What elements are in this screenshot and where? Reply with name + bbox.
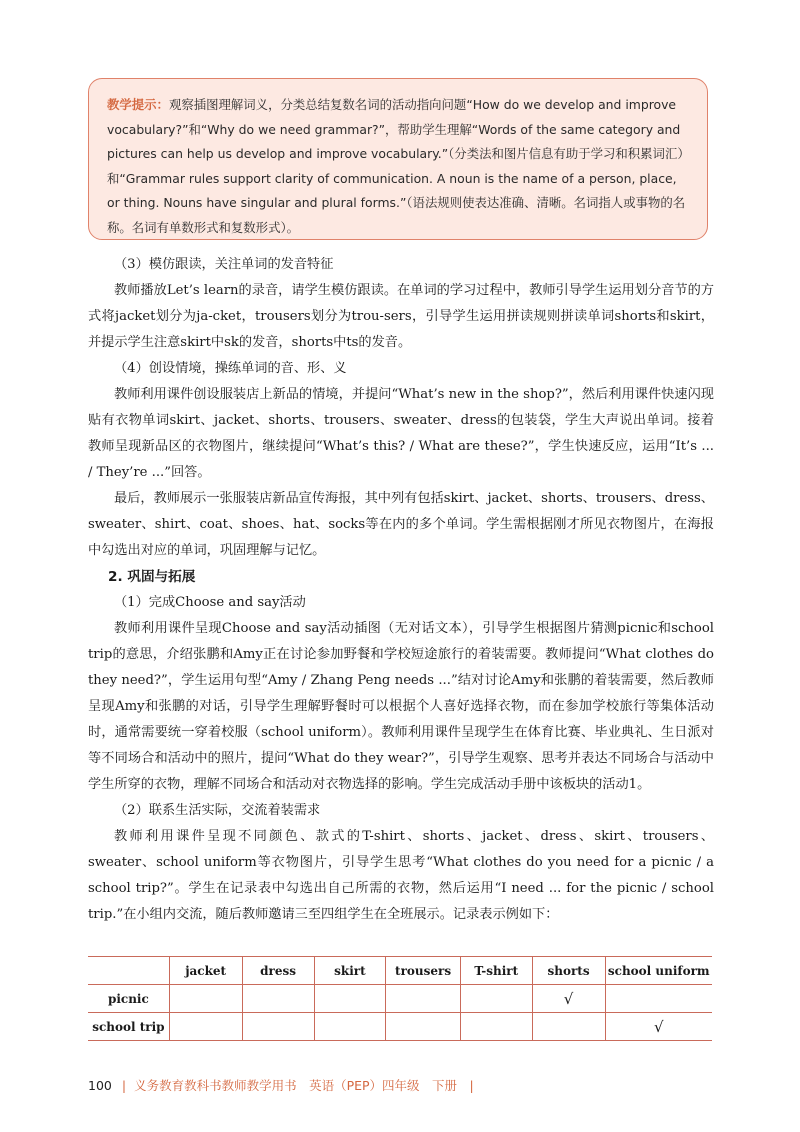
page-footer (88, 1076, 474, 1094)
sub-heading: （3）模仿跟读，关注单词的发音特征 (114, 257, 334, 272)
table-cell (460, 985, 532, 1013)
paragraph: 教师播放Let’s learn的录音，请学生模仿跟读。在单词的学习过程中，教师引导学生运用划分音节的方式将jacket划分为ja-cket，trousers划分为trou-sers，引导学生运用拼读规则拼读单词shorts和skirt，并提示学生注意skirt中sk的发音，shorts中ts的发音。 (88, 283, 714, 350)
table-cell (386, 1013, 461, 1041)
sub-heading: （2）联系生活实际，交流着装需求 (114, 803, 321, 818)
footer-separator: | (121, 1078, 127, 1093)
teaching-tip-box (88, 78, 708, 240)
paragraph: 教师利用课件创设服装店上新品的情境，并提问“What’s new in the shop?”，然后利用课件快速闪现贴有衣物单词skirt、jacket、shorts、trousers、sweater、dress的包装袋，学生大声说出单词。接着教师呈现新品区的衣物图片，继续提问“What’s this? / What are these?”，学生快速反应，运用“It’s ... / They’re ...”回答。 (88, 387, 714, 480)
tip-text: 观察插图理解词义，分类总结复数名词的活动指向问题“How do we develop and improve vocabulary?”和“Why do we need grammar?”，帮助学生理解“Words of the same category and pictures can help us develop and improve vocabulary.”（分类法和图片信息有助于学习和积累词汇）和“Grammar rules support clarity of communication. A noun is the name of a person, place, or thing. Nouns have singular and plural forms.”（语法规则使表达准确、清晰。名词指人或事物的名称。名词有单数形式和复数形式）。 (107, 97, 686, 235)
table-cell (314, 1013, 386, 1041)
table-cell (460, 1013, 532, 1041)
sub-heading: （1）完成Choose and say活动 (114, 595, 306, 610)
paragraph: 最后，教师展示一张服装店新品宣传海报，其中列有包括skirt、jacket、shorts、trousers、dress、sweater、shirt、coat、shoes、hat、socks等在内的多个单词。学生需根据刚才所见衣物图片，在海报中勾选出对应的单词，巩固理解与记忆。 (88, 491, 714, 558)
table-cell (314, 985, 386, 1013)
sub-heading: （4）创设情境，操练单词的音、形、义 (114, 361, 347, 376)
table-cell (386, 985, 461, 1013)
table-cell: √ (605, 1013, 712, 1041)
column-header: jacket (169, 957, 242, 985)
section-heading: 2. 巩固与拓展 (108, 569, 196, 585)
column-header: dress (242, 957, 314, 985)
column-header: shorts (532, 957, 605, 985)
body-text (88, 252, 714, 928)
table-corner (88, 957, 169, 985)
row-label: picnic (88, 985, 169, 1013)
paragraph: 教师利用课件呈现Choose and say活动插图（无对话文本），引导学生根据图片猜测picnic和school trip的意思，介绍张鹏和Amy正在讨论参加野餐和学校短途旅行的着装需要。教师提问“What clothes do they need?”，学生运用句型“Amy / Zhang Peng needs ...”结对讨论Amy和张鹏的着装需要，然后教师呈现Amy和张鹏的对话，引导学生理解野餐时可以根据个人喜好选择衣物，而在参加学校旅行等集体活动时，通常需要统一穿着校服（school uniform）。教师利用课件呈现学生在体育比赛、毕业典礼、生日派对等不同场合和活动中的照片，提问“What do they wear?”，引导学生观察、思考并表达不同场合与活动中学生所穿的衣物，理解不同场合和活动对衣物选择的影响。学生完成活动手册中该板块的活动1。 (88, 621, 714, 792)
page-number: 100 (88, 1078, 112, 1093)
record-table (88, 956, 712, 1041)
column-header: school uniform (605, 957, 712, 985)
column-header: T-shirt (460, 957, 532, 985)
table-cell (169, 985, 242, 1013)
table-cell (532, 1013, 605, 1041)
paragraph: 教师利用课件呈现不同颜色、款式的T-shirt、shorts、jacket、dress、skirt、trousers、sweater、school uniform等衣物图片，引导学生思考“What clothes do you need for a picnic / a school trip?”。学生在记录表中勾选出自己所需的衣物，然后运用“I need ... for the picnic / school trip.”在小组内交流，随后教师邀请三至四组学生在全班展示。记录表示例如下： (88, 829, 714, 922)
table-cell (242, 985, 314, 1013)
column-header: trousers (386, 957, 461, 985)
book-title: 义务教育教科书教师教学用书 英语（PEP）四年级 下册 | (134, 1078, 474, 1093)
row-label: school trip (88, 1013, 169, 1041)
table-header-row (88, 957, 712, 985)
table-row (88, 985, 712, 1013)
column-header: skirt (314, 957, 386, 985)
table-cell (242, 1013, 314, 1041)
table-cell (605, 985, 712, 1013)
table-cell: √ (532, 985, 605, 1013)
tip-label: 教学提示： (107, 97, 169, 112)
table-row (88, 1013, 712, 1041)
table-cell (169, 1013, 242, 1041)
